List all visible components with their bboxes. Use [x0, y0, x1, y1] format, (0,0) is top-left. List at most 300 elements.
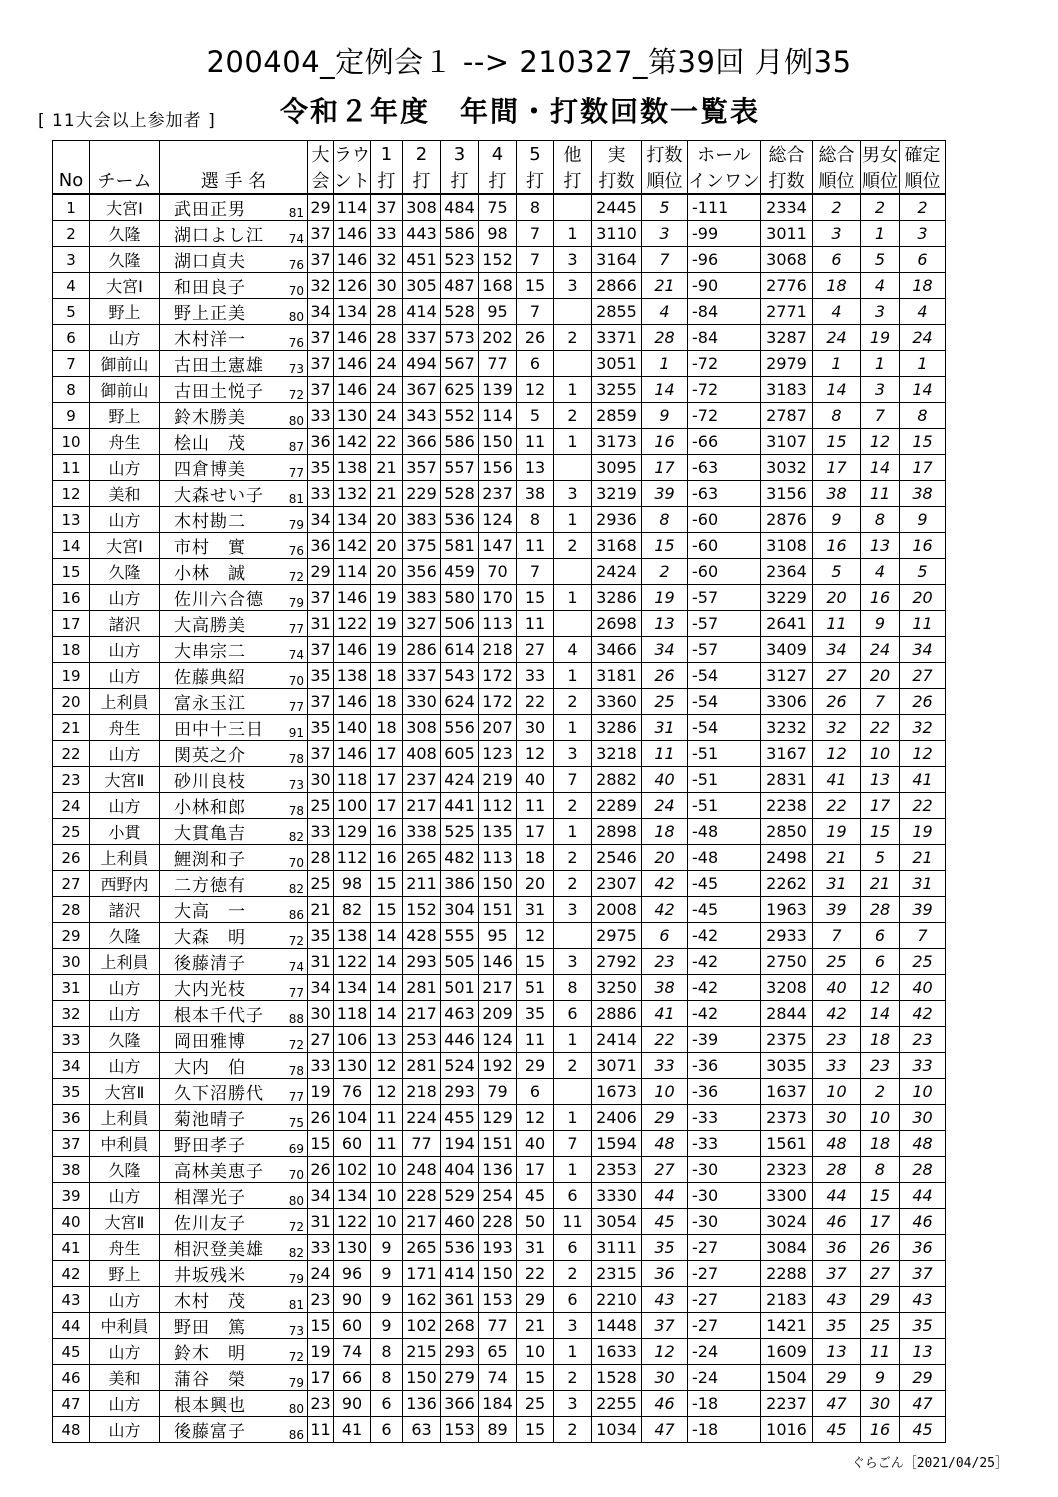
- cell-jitsu: 2975: [592, 923, 642, 949]
- cell-grank: 1: [861, 221, 900, 247]
- cell-no: 39: [53, 1183, 90, 1209]
- cell-hole: -54: [688, 715, 761, 741]
- cell-taikai: 30: [308, 1001, 334, 1027]
- player-name: 湖口貞夫: [174, 252, 246, 272]
- cell-team: 上利員: [90, 1105, 160, 1131]
- cell-grank: 3: [861, 299, 900, 325]
- cell-trank: 37: [813, 1261, 861, 1287]
- cell-rounds: 76: [334, 1079, 371, 1105]
- cell-other: [554, 299, 592, 325]
- cell-team: 大宮Ⅱ: [90, 1079, 160, 1105]
- cell-jrank: 13: [642, 611, 688, 637]
- cell-s4: 95: [479, 923, 517, 949]
- cell-name: [160, 1287, 308, 1313]
- cell-name: [160, 585, 308, 611]
- cell-total: 3156: [761, 481, 813, 507]
- player-age: 74: [288, 232, 304, 246]
- cell-jrank: 14: [642, 377, 688, 403]
- cell-no: 12: [53, 481, 90, 507]
- cell-taikai: 19: [308, 1079, 334, 1105]
- cell-other: 3: [554, 1391, 592, 1417]
- cell-other: 1: [554, 663, 592, 689]
- player-name: 相沢登美雄: [174, 1240, 264, 1260]
- cell-rounds: 138: [334, 455, 371, 481]
- cell-team: 上利員: [90, 949, 160, 975]
- cell-other: 2: [554, 845, 592, 871]
- player-age: 80: [288, 1194, 304, 1208]
- cell-rounds: 114: [334, 194, 371, 221]
- cell-taikai: 36: [308, 533, 334, 559]
- cell-rounds: 106: [334, 1027, 371, 1053]
- cell-s2: 211: [403, 871, 441, 897]
- participation-condition: [ 11大会以上参加者 ]: [38, 111, 216, 131]
- cell-team: 野上: [90, 299, 160, 325]
- cell-other: 1: [554, 1027, 592, 1053]
- cell-frank: 38: [900, 481, 946, 507]
- cell-s1: 24: [371, 403, 403, 429]
- cell-rounds: 122: [334, 949, 371, 975]
- cell-jitsu: 2255: [592, 1391, 642, 1417]
- cell-name: [160, 1079, 308, 1105]
- cell-s1: 9: [371, 1261, 403, 1287]
- player-name: 関英之介: [174, 746, 246, 766]
- table-row: [53, 949, 946, 975]
- cell-s5: 50: [517, 1209, 554, 1235]
- cell-jrank: 4: [642, 299, 688, 325]
- cell-hole: -57: [688, 585, 761, 611]
- cell-total: 2876: [761, 507, 813, 533]
- cell-jitsu: 2936: [592, 507, 642, 533]
- cell-rounds: 134: [334, 507, 371, 533]
- cell-taikai: 37: [308, 741, 334, 767]
- cell-hole: -27: [688, 1261, 761, 1287]
- cell-s3: 573: [441, 325, 479, 351]
- cell-grank: 6: [861, 949, 900, 975]
- cell-s1: 14: [371, 1001, 403, 1027]
- cell-taikai: 37: [308, 247, 334, 273]
- cell-trank: 42: [813, 1001, 861, 1027]
- cell-jitsu: 2414: [592, 1027, 642, 1053]
- cell-s5: 21: [517, 1313, 554, 1339]
- cell-taikai: 34: [308, 1183, 334, 1209]
- cell-name: [160, 689, 308, 715]
- cell-s3: 268: [441, 1313, 479, 1339]
- cell-name: [160, 975, 308, 1001]
- cell-frank: 1: [900, 351, 946, 377]
- cell-hole: -36: [688, 1079, 761, 1105]
- cell-grank: 2: [861, 194, 900, 221]
- cell-jrank: 6: [642, 923, 688, 949]
- column-header: 順位: [642, 167, 688, 194]
- cell-jrank: 10: [642, 1079, 688, 1105]
- cell-other: 3: [554, 273, 592, 299]
- cell-other: 2: [554, 1261, 592, 1287]
- cell-s3: 624: [441, 689, 479, 715]
- cell-trank: 5: [813, 559, 861, 585]
- cell-trank: 21: [813, 845, 861, 871]
- cell-no: 17: [53, 611, 90, 637]
- cell-total: 3208: [761, 975, 813, 1001]
- cell-frank: 4: [900, 299, 946, 325]
- table-row: [53, 1157, 946, 1183]
- cell-jitsu: 3360: [592, 689, 642, 715]
- column-header: 打: [371, 167, 403, 194]
- cell-other: 2: [554, 793, 592, 819]
- cell-jrank: 26: [642, 663, 688, 689]
- cell-s4: 209: [479, 1001, 517, 1027]
- table-row: [53, 1235, 946, 1261]
- cell-no: 45: [53, 1339, 90, 1365]
- cell-trank: 38: [813, 481, 861, 507]
- cell-s4: 254: [479, 1183, 517, 1209]
- player-name: 根本千代子: [174, 1006, 264, 1026]
- cell-rounds: 130: [334, 1235, 371, 1261]
- cell-grank: 23: [861, 1053, 900, 1079]
- cell-frank: 3: [900, 221, 946, 247]
- cell-s4: 74: [479, 1365, 517, 1391]
- cell-jitsu: 3054: [592, 1209, 642, 1235]
- cell-s3: 484: [441, 194, 479, 221]
- cell-jitsu: 1633: [592, 1339, 642, 1365]
- player-age: 79: [288, 1272, 304, 1286]
- cell-hole: -48: [688, 819, 761, 845]
- cell-no: 13: [53, 507, 90, 533]
- cell-trank: 8: [813, 403, 861, 429]
- cell-team: 諸沢: [90, 611, 160, 637]
- cell-trank: 16: [813, 533, 861, 559]
- cell-name: [160, 299, 308, 325]
- cell-other: [554, 559, 592, 585]
- cell-s2: 451: [403, 247, 441, 273]
- cell-team: 山方: [90, 1417, 160, 1443]
- table-row: [53, 689, 946, 715]
- cell-rounds: 114: [334, 559, 371, 585]
- player-age: 81: [288, 1298, 304, 1312]
- cell-grank: 28: [861, 897, 900, 923]
- cell-s4: 147: [479, 533, 517, 559]
- cell-s4: 65: [479, 1339, 517, 1365]
- cell-grank: 17: [861, 1209, 900, 1235]
- cell-frank: 22: [900, 793, 946, 819]
- cell-s5: 51: [517, 975, 554, 1001]
- cell-jrank: 5: [642, 194, 688, 221]
- cell-total: 2288: [761, 1261, 813, 1287]
- cell-frank: 30: [900, 1105, 946, 1131]
- cell-s4: 77: [479, 1313, 517, 1339]
- cell-frank: 37: [900, 1261, 946, 1287]
- cell-rounds: 118: [334, 767, 371, 793]
- cell-jrank: 8: [642, 507, 688, 533]
- cell-no: 21: [53, 715, 90, 741]
- cell-rounds: 100: [334, 793, 371, 819]
- cell-taikai: 26: [308, 1157, 334, 1183]
- column-header: ラウ: [334, 141, 371, 168]
- cell-total: 2364: [761, 559, 813, 585]
- cell-s4: 150: [479, 871, 517, 897]
- cell-hole: -48: [688, 845, 761, 871]
- cell-taikai: 37: [308, 585, 334, 611]
- cell-name: [160, 715, 308, 741]
- table-row: [53, 1027, 946, 1053]
- cell-s2: 229: [403, 481, 441, 507]
- cell-team: 久隆: [90, 247, 160, 273]
- cell-grank: 10: [861, 1105, 900, 1131]
- cell-taikai: 15: [308, 1313, 334, 1339]
- cell-s3: 293: [441, 1079, 479, 1105]
- table-row: [53, 715, 946, 741]
- cell-trank: 22: [813, 793, 861, 819]
- player-age: 79: [288, 596, 304, 610]
- cell-grank: 14: [861, 1001, 900, 1027]
- cell-s4: 151: [479, 897, 517, 923]
- cell-s1: 11: [371, 1105, 403, 1131]
- cell-s3: 523: [441, 247, 479, 273]
- cell-hole: -63: [688, 481, 761, 507]
- cell-rounds: 146: [334, 585, 371, 611]
- cell-other: 1: [554, 1339, 592, 1365]
- cell-s2: 281: [403, 975, 441, 1001]
- player-name: 古田土憲雄: [174, 356, 264, 376]
- cell-s2: 281: [403, 1053, 441, 1079]
- cell-s2: 215: [403, 1339, 441, 1365]
- cell-jitsu: 3218: [592, 741, 642, 767]
- cell-s4: 77: [479, 351, 517, 377]
- cell-trank: 14: [813, 377, 861, 403]
- cell-s3: 555: [441, 923, 479, 949]
- cell-s2: 162: [403, 1287, 441, 1313]
- cell-rounds: 130: [334, 403, 371, 429]
- cell-s3: 528: [441, 299, 479, 325]
- cell-team: 山方: [90, 1287, 160, 1313]
- table-row: [53, 1131, 946, 1157]
- cell-s5: 26: [517, 325, 554, 351]
- cell-other: 3: [554, 741, 592, 767]
- cell-name: [160, 325, 308, 351]
- player-age: 77: [288, 986, 304, 1000]
- cell-total: 2262: [761, 871, 813, 897]
- cell-s5: 7: [517, 559, 554, 585]
- cell-taikai: 11: [308, 1417, 334, 1443]
- cell-trank: 28: [813, 1157, 861, 1183]
- cell-other: 3: [554, 247, 592, 273]
- player-age: 78: [288, 752, 304, 766]
- cell-total: 1504: [761, 1365, 813, 1391]
- column-header: 打数: [642, 141, 688, 168]
- player-name: 田中十三日: [174, 720, 264, 740]
- cell-total: 3287: [761, 325, 813, 351]
- cell-frank: 9: [900, 507, 946, 533]
- player-age: 77: [288, 700, 304, 714]
- player-name: 和田良子: [174, 278, 246, 298]
- cell-jitsu: 3168: [592, 533, 642, 559]
- cell-rounds: 90: [334, 1287, 371, 1313]
- cell-s2: 265: [403, 845, 441, 871]
- table-row: [53, 1001, 946, 1027]
- cell-name: [160, 741, 308, 767]
- cell-trank: 47: [813, 1391, 861, 1417]
- cell-jitsu: 3111: [592, 1235, 642, 1261]
- cell-hole: -24: [688, 1339, 761, 1365]
- cell-taikai: 34: [308, 975, 334, 1001]
- cell-jitsu: 2546: [592, 845, 642, 871]
- player-age: 70: [288, 674, 304, 688]
- cell-name: [160, 1001, 308, 1027]
- cell-jrank: 47: [642, 1417, 688, 1443]
- cell-trank: 46: [813, 1209, 861, 1235]
- cell-taikai: 21: [308, 897, 334, 923]
- cell-s2: 443: [403, 221, 441, 247]
- cell-rounds: 104: [334, 1105, 371, 1131]
- cell-rounds: 90: [334, 1391, 371, 1417]
- cell-rounds: 82: [334, 897, 371, 923]
- cell-hole: -36: [688, 1053, 761, 1079]
- cell-no: 6: [53, 325, 90, 351]
- cell-no: 46: [53, 1365, 90, 1391]
- cell-s1: 19: [371, 585, 403, 611]
- cell-trank: 25: [813, 949, 861, 975]
- cell-s5: 12: [517, 741, 554, 767]
- player-name: 岡田雅博: [174, 1032, 246, 1052]
- cell-other: [554, 923, 592, 949]
- cell-no: 16: [53, 585, 90, 611]
- cell-name: [160, 377, 308, 403]
- player-age: 80: [288, 310, 304, 324]
- cell-s5: 30: [517, 715, 554, 741]
- cell-other: 1: [554, 1105, 592, 1131]
- cell-taikai: 24: [308, 1261, 334, 1287]
- cell-total: 2776: [761, 273, 813, 299]
- player-age: 70: [288, 1168, 304, 1182]
- cell-team: 大宮Ⅰ: [90, 194, 160, 221]
- cell-s1: 14: [371, 949, 403, 975]
- cell-name: [160, 507, 308, 533]
- cell-grank: 9: [861, 1365, 900, 1391]
- cell-s1: 21: [371, 455, 403, 481]
- cell-frank: 13: [900, 1339, 946, 1365]
- cell-rounds: 98: [334, 871, 371, 897]
- cell-jitsu: 2008: [592, 897, 642, 923]
- cell-rounds: 134: [334, 975, 371, 1001]
- cell-jitsu: 2882: [592, 767, 642, 793]
- cell-hole: -99: [688, 221, 761, 247]
- cell-total: 3232: [761, 715, 813, 741]
- cell-taikai: 37: [308, 325, 334, 351]
- cell-rounds: 146: [334, 377, 371, 403]
- cell-jitsu: 3371: [592, 325, 642, 351]
- cell-s1: 14: [371, 923, 403, 949]
- cell-s4: 168: [479, 273, 517, 299]
- cell-s5: 7: [517, 221, 554, 247]
- cell-s2: 408: [403, 741, 441, 767]
- cell-frank: 29: [900, 1365, 946, 1391]
- cell-hole: -27: [688, 1313, 761, 1339]
- cell-s2: 248: [403, 1157, 441, 1183]
- cell-taikai: 31: [308, 1209, 334, 1235]
- table-row: [53, 194, 946, 221]
- cell-s5: 15: [517, 1417, 554, 1443]
- cell-grank: 13: [861, 767, 900, 793]
- cell-total: 3035: [761, 1053, 813, 1079]
- cell-frank: 43: [900, 1287, 946, 1313]
- cell-rounds: 122: [334, 1209, 371, 1235]
- cell-grank: 11: [861, 1339, 900, 1365]
- table-row: [53, 429, 946, 455]
- column-header: 打数: [592, 167, 642, 194]
- cell-total: 2323: [761, 1157, 813, 1183]
- table-row: [53, 1287, 946, 1313]
- player-name: 大森 明: [174, 928, 246, 948]
- cell-s1: 16: [371, 819, 403, 845]
- cell-name: [160, 1183, 308, 1209]
- cell-jrank: 7: [642, 247, 688, 273]
- cell-grank: 11: [861, 481, 900, 507]
- cell-s5: 17: [517, 819, 554, 845]
- cell-s5: 15: [517, 949, 554, 975]
- cell-name: [160, 533, 308, 559]
- cell-s1: 6: [371, 1417, 403, 1443]
- table-row: [53, 273, 946, 299]
- cell-grank: 22: [861, 715, 900, 741]
- cell-rounds: 140: [334, 715, 371, 741]
- cell-jrank: 45: [642, 1209, 688, 1235]
- cell-s4: 237: [479, 481, 517, 507]
- column-header: 他: [554, 141, 592, 168]
- cell-hole: -42: [688, 1001, 761, 1027]
- cell-s5: 13: [517, 455, 554, 481]
- cell-team: 中利員: [90, 1131, 160, 1157]
- table-row: [53, 533, 946, 559]
- cell-total: 2238: [761, 793, 813, 819]
- cell-jitsu: 1448: [592, 1313, 642, 1339]
- cell-s3: 557: [441, 455, 479, 481]
- cell-jrank: 19: [642, 585, 688, 611]
- cell-team: 山方: [90, 1001, 160, 1027]
- cell-other: 3: [554, 481, 592, 507]
- cell-jitsu: 3110: [592, 221, 642, 247]
- cell-team: 野上: [90, 403, 160, 429]
- cell-frank: 47: [900, 1391, 946, 1417]
- cell-hole: -90: [688, 273, 761, 299]
- cell-team: 上利員: [90, 689, 160, 715]
- cell-grank: 18: [861, 1131, 900, 1157]
- cell-grank: 21: [861, 871, 900, 897]
- cell-frank: 10: [900, 1079, 946, 1105]
- column-header: 3: [441, 141, 479, 168]
- cell-name: [160, 1157, 308, 1183]
- cell-team: 山方: [90, 637, 160, 663]
- cell-s5: 29: [517, 1287, 554, 1313]
- cell-s1: 13: [371, 1027, 403, 1053]
- cell-s3: 505: [441, 949, 479, 975]
- cell-no: 47: [53, 1391, 90, 1417]
- cell-hole: -27: [688, 1235, 761, 1261]
- cell-name: [160, 1209, 308, 1235]
- column-header: 順位: [861, 167, 900, 194]
- cell-s5: 10: [517, 1339, 554, 1365]
- cell-team: 野上: [90, 1261, 160, 1287]
- cell-trank: 3: [813, 221, 861, 247]
- player-age: 80: [288, 1402, 304, 1416]
- table-row: [53, 1339, 946, 1365]
- cell-jrank: 12: [642, 1339, 688, 1365]
- cell-jitsu: 3173: [592, 429, 642, 455]
- cell-trank: 13: [813, 1339, 861, 1365]
- cell-s4: 184: [479, 1391, 517, 1417]
- cell-name: [160, 1131, 308, 1157]
- player-age: 88: [288, 1012, 304, 1026]
- cell-team: 山方: [90, 507, 160, 533]
- cell-s5: 17: [517, 1157, 554, 1183]
